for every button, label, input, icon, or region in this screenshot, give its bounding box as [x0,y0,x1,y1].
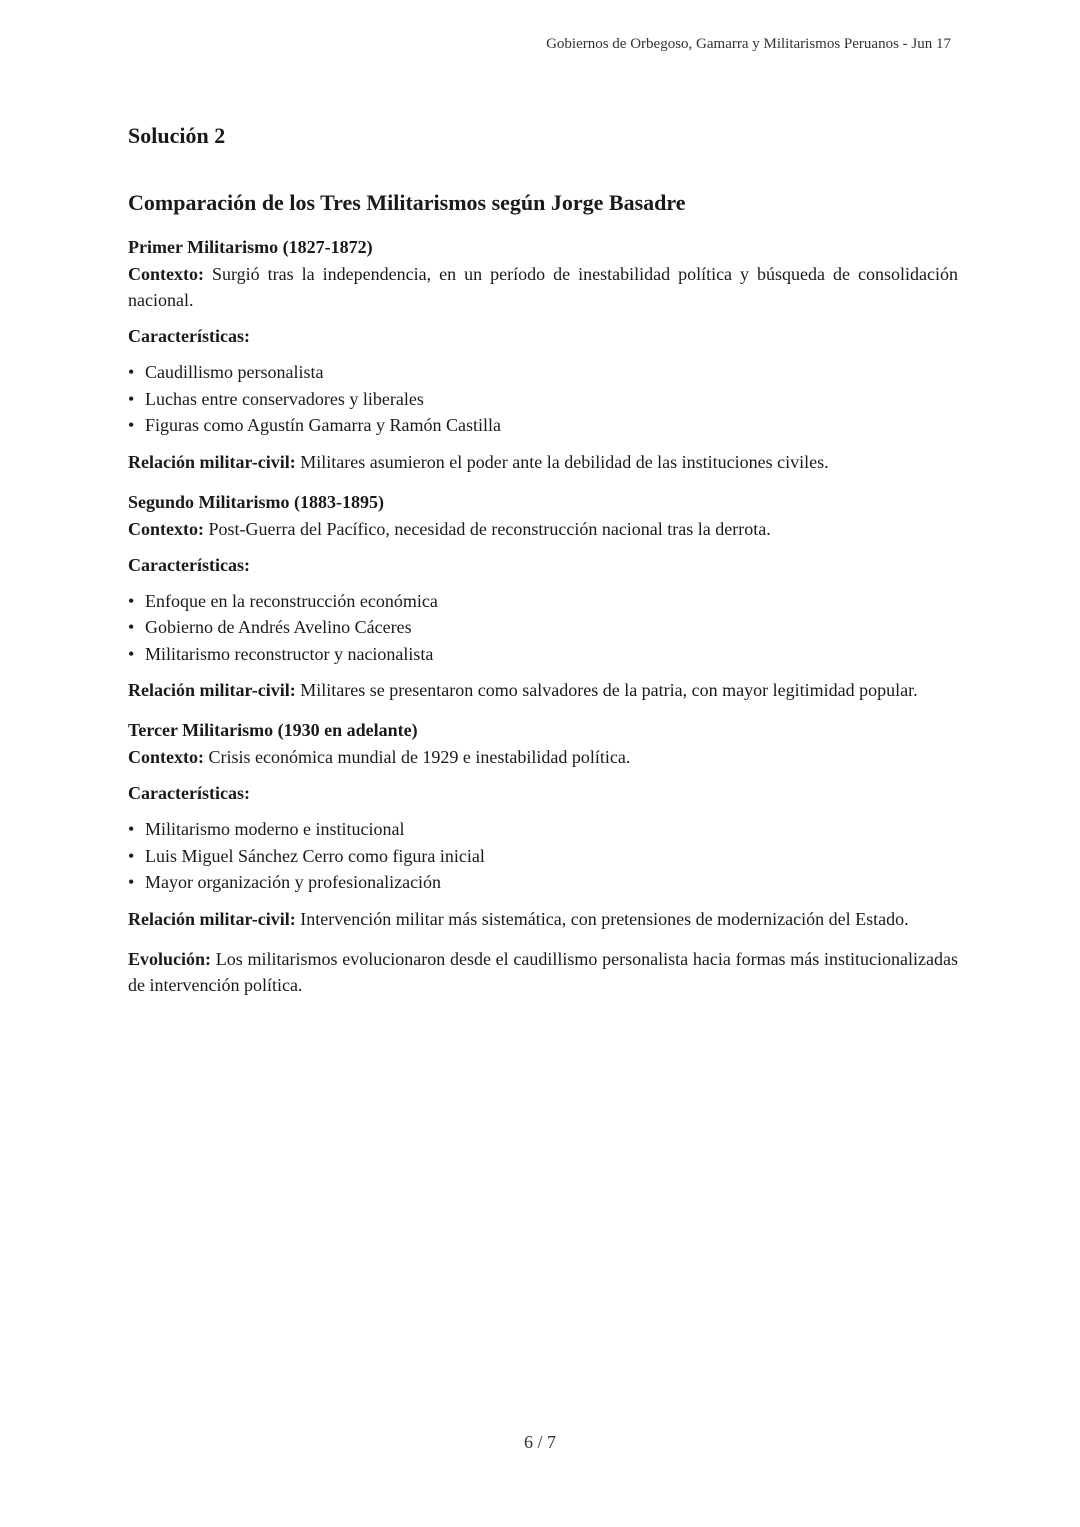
relation-text: Militares se presentaron como salvadores de la patria, con mayor legitimidad popular. [300,680,918,700]
relation-paragraph [128,449,958,475]
context-paragraph [128,744,958,770]
characteristics-list [128,816,958,896]
list-item: • Militarismo moderno e institucional [128,816,958,843]
context-text: Post-Guerra del Pacífico, necesidad de reconstrucción nacional tras la derrota. [208,518,771,539]
list-item: • Militarismo reconstructor y nacionalista [128,641,958,668]
characteristics-list [128,359,958,439]
section-title: Comparación de los Tres Militarismos según Jorge Basadre [128,190,686,215]
list-item: • Luis Miguel Sánchez Cerro como figura inicial [128,843,958,870]
relation-label: Relación militar-civil: [128,908,296,929]
characteristics-label: Características: [128,326,250,346]
page-number: 6 / 7 [523,1432,556,1452]
period-title: Tercer Militarismo (1930 en adelante) [128,720,418,740]
evolution-paragraph [128,946,958,998]
list-item: • Luchas entre conservadores y liberales [128,386,958,413]
list-item: • Figuras como Agustín Gamarra y Ramón Castilla [128,412,958,439]
context-text: Crisis económica mundial de 1929 e inestabilidad política. [208,747,631,767]
context-label: Contexto: [128,264,204,284]
context-paragraph [128,516,958,542]
list-item: • Mayor organización y profesionalización [128,869,958,896]
running-header: Gobiernos de Orbegoso, Gamarra y Militarismos Peruanos - Jun 17 [546,36,951,52]
relation-text: Intervención militar más sistemática, con pretensiones de modernización del Estado. [300,908,909,929]
list-item: • Gobierno de Andrés Avelino Cáceres [128,614,958,641]
document-body [128,120,958,1008]
context-text: Surgió tras la independencia, en un período de inestabilidad política y búsqueda de consolidación nacional. [128,264,959,310]
period-title: Segundo Militarismo (1883-1895) [128,491,384,512]
characteristics-label: Características: [128,554,250,575]
evolution-label: Evolución: [128,948,212,969]
relation-text: Militares asumieron el poder ante la debilidad de las instituciones civiles. [300,451,829,472]
period-title: Primer Militarismo (1827-1872) [128,237,373,257]
solution-title: Solución 2 [128,123,226,148]
context-label: Contexto: [128,518,204,539]
period-block-second [128,489,958,704]
relation-paragraph [128,906,958,932]
list-item: • Caudillismo personalista [128,359,958,386]
context-paragraph [128,261,958,313]
context-label: Contexto: [128,747,204,767]
characteristics-list [128,588,958,668]
characteristics-label: Características: [128,783,250,803]
relation-label: Relación militar-civil: [128,680,296,700]
relation-paragraph [128,677,958,703]
period-block-first [128,234,958,475]
list-item: • Enfoque en la reconstrucción económica [128,588,958,615]
relation-label: Relación militar-civil: [128,451,296,472]
period-block-third [128,717,958,932]
evolution-text: Los militarismos evolucionaron desde el caudillismo personalista hacia formas más institucionalizadas de intervención política. [128,948,959,995]
